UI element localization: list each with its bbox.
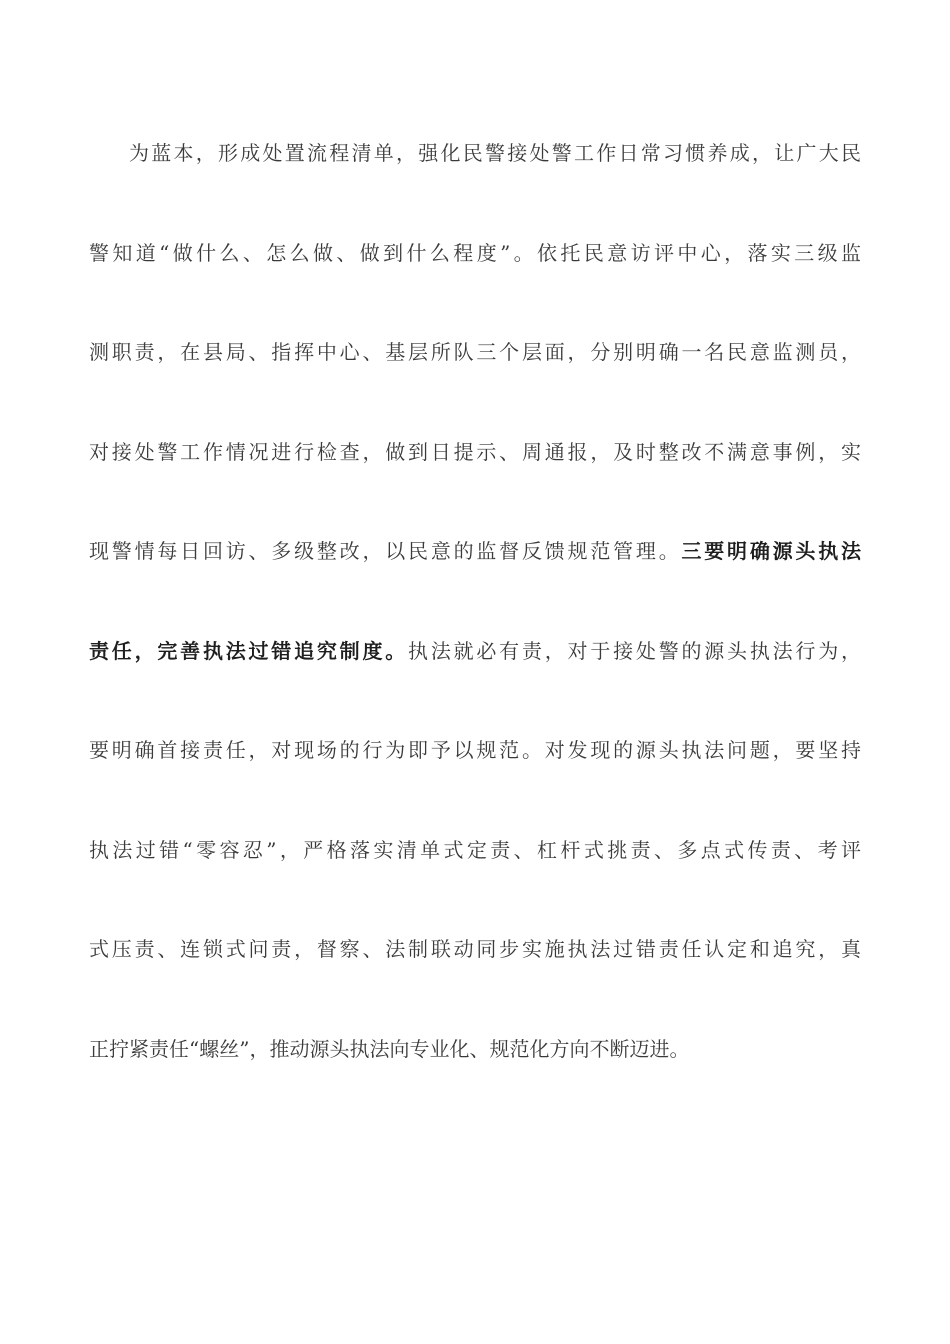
text-line-2-content: 警知道“做什么、怎么做、做到什么程度”。依托民意访评中心，落实三级监 — [89, 240, 861, 265]
text-line-6-normal: 执法就必有责，对于接处警的源头执法行为， — [408, 638, 862, 663]
text-line-8 — [89, 830, 861, 930]
text-line-5 — [89, 531, 861, 631]
text-line-2 — [89, 233, 861, 333]
bold-heading-part-2: 责任，完善执法过错追究制度。 — [89, 638, 409, 663]
text-line-1 — [89, 133, 861, 233]
text-line-6 — [89, 631, 861, 731]
text-line-1-content: 为蓝本，形成处置流程清单，强化民警接处警工作日常习惯养成，让广大民 — [129, 141, 861, 165]
text-line-10 — [89, 1029, 861, 1129]
text-line-7 — [89, 730, 861, 830]
text-line-5-normal: 现警情每日回访、多级整改，以民意的监督反馈规范管理。 — [89, 539, 682, 563]
text-line-7-content: 要明确首接责任，对现场的行为即予以规范。对发现的源头执法问题，要坚持 — [89, 738, 861, 762]
bold-heading-part-1: 三要明确源头执法 — [681, 539, 861, 563]
text-line-4 — [89, 432, 861, 532]
text-line-8-content: 执法过错“零容忍”，严格落实清单式定责、杠杆式挑责、多点式传责、考评 — [89, 837, 861, 862]
text-line-3-content: 测职责，在县局、指挥中心、基层所队三个层面，分别明确一名民意监测员， — [89, 340, 861, 364]
body-paragraph — [89, 133, 861, 1128]
text-line-3 — [89, 332, 861, 432]
text-line-9-content: 式压责、连锁式问责，督察、法制联动同步实施执法过错责任认定和追究，真 — [89, 937, 861, 961]
text-line-10-content: 正拧紧责任“螺丝”，推动源头执法向专业化、规范化方向不断迈进。 — [89, 1036, 690, 1061]
text-line-4-content: 对接处警工作情况进行检查，做到日提示、周通报，及时整改不满意事例，实 — [89, 439, 861, 464]
text-line-9 — [89, 929, 861, 1029]
